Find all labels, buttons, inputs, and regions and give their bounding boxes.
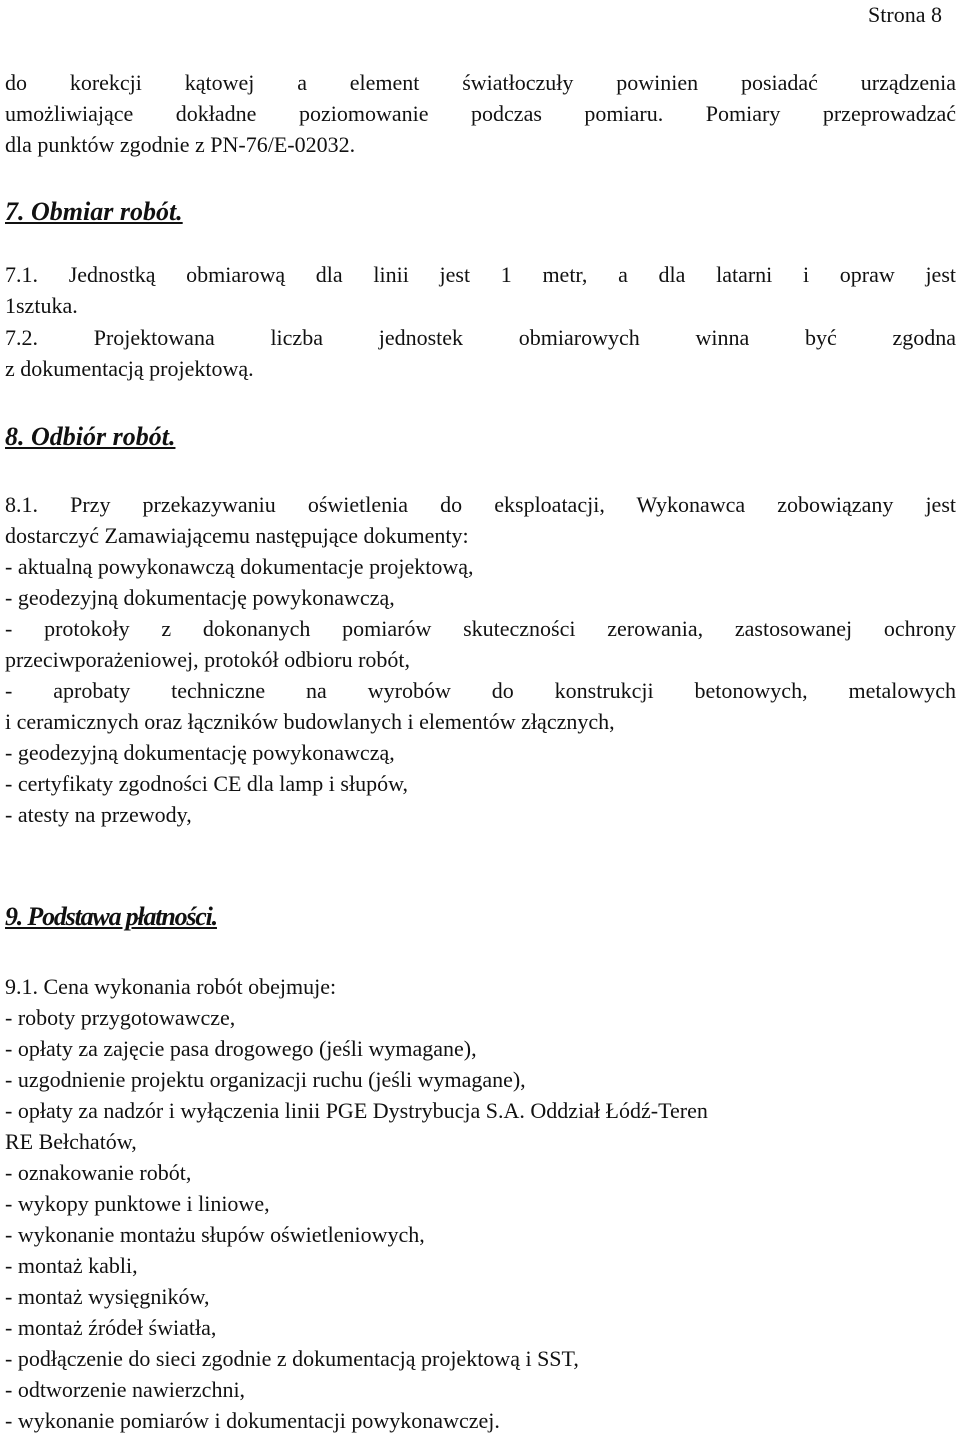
list-item: - montaż wysięgników, xyxy=(5,1284,210,1309)
text-line: 9.1. Cena wykonania robót obejmuje: xyxy=(5,974,337,999)
list-item: - oznakowanie robót, xyxy=(5,1160,192,1185)
section7-paragraph-2 xyxy=(5,322,956,384)
section7-paragraph-1 xyxy=(5,259,956,321)
list-item: - atesty na przewody, xyxy=(5,802,192,827)
list-item: - montaż źródeł światła, xyxy=(5,1315,217,1340)
list-item: - geodezyjną dokumentację powykonawczą, xyxy=(5,740,395,765)
section-heading-8: 8. Odbiór robót. xyxy=(5,422,176,451)
text-line: 7.1. Jednostką obmiarową dla linii jest 1 metr, a dla latarni i opraw jest xyxy=(5,262,956,287)
text-line: 1sztuka. xyxy=(5,293,78,318)
list-item: - certyfikaty zgodności CE dla lamp i słupów, xyxy=(5,771,409,796)
page-number-header xyxy=(868,2,942,28)
page-label: Strona xyxy=(868,2,926,27)
list-item: - geodezyjną dokumentację powykonawczą, xyxy=(5,585,395,610)
text-line: z dokumentacją projektową. xyxy=(5,356,254,381)
text-line: umożliwiające dokładne poziomowanie podczas pomiaru. Pomiary przeprowadzać xyxy=(5,101,956,126)
list-item: - wykonanie montażu słupów oświetleniowych, xyxy=(5,1222,425,1247)
text-line: dostarczyć Zamawiającemu następujące dokumenty: xyxy=(5,523,469,548)
section-heading-9: 9. Podstawa płatności. xyxy=(5,902,217,931)
page-number: 8 xyxy=(931,2,942,27)
list-item: - wykopy punktowe i liniowe, xyxy=(5,1191,270,1216)
list-item: - aktualną powykonawczą dokumentacje projektową, xyxy=(5,554,474,579)
section9-body xyxy=(5,971,956,1436)
list-item: - opłaty za zajęcie pasa drogowego (jeśli wymagane), xyxy=(5,1036,477,1061)
text-line: do korekcji kątowej a element światłoczuły powinien posiadać urządzenia xyxy=(5,70,956,95)
list-item: - roboty przygotowawcze, xyxy=(5,1005,236,1030)
text-line: RE Bełchatów, xyxy=(5,1129,137,1154)
section8-body xyxy=(5,489,956,830)
text-line: 8.1. Przy przekazywaniu oświetlenia do eksploatacji, Wykonawca zobowiązany jest xyxy=(5,492,956,517)
list-item: - podłączenie do sieci zgodnie z dokumentacją projektową i SST, xyxy=(5,1346,579,1371)
list-item: - opłaty za nadzór i wyłączenia linii PGE Dystrybucja S.A. Oddział Łódź-Teren xyxy=(5,1098,708,1123)
intro-paragraph xyxy=(5,67,956,160)
text-line: dla punktów zgodnie z PN-76/E-02032. xyxy=(5,132,356,157)
list-item: - wykonanie pomiarów i dokumentacji powykonawczej. xyxy=(5,1408,500,1433)
text-line: i ceramicznych oraz łączników budowlanych i elementów złącznych, xyxy=(5,709,615,734)
text-line: 7.2. Projektowana liczba jednostek obmiarowych winna być zgodna xyxy=(5,325,956,350)
list-item: - aprobaty techniczne na wyrobów do konstrukcji betonowych, metalowych xyxy=(5,678,956,703)
text-line: przeciwporażeniowej, protokół odbioru robót, xyxy=(5,647,411,672)
list-item: - montaż kabli, xyxy=(5,1253,138,1278)
list-item: - odtworzenie nawierzchni, xyxy=(5,1377,246,1402)
list-item: - protokoły z dokonanych pomiarów skuteczności zerowania, zastosowanej ochrony xyxy=(5,616,956,641)
section-heading-7: 7. Obmiar robót. xyxy=(5,197,183,226)
list-item: - uzgodnienie projektu organizacji ruchu (jeśli wymagane), xyxy=(5,1067,526,1092)
